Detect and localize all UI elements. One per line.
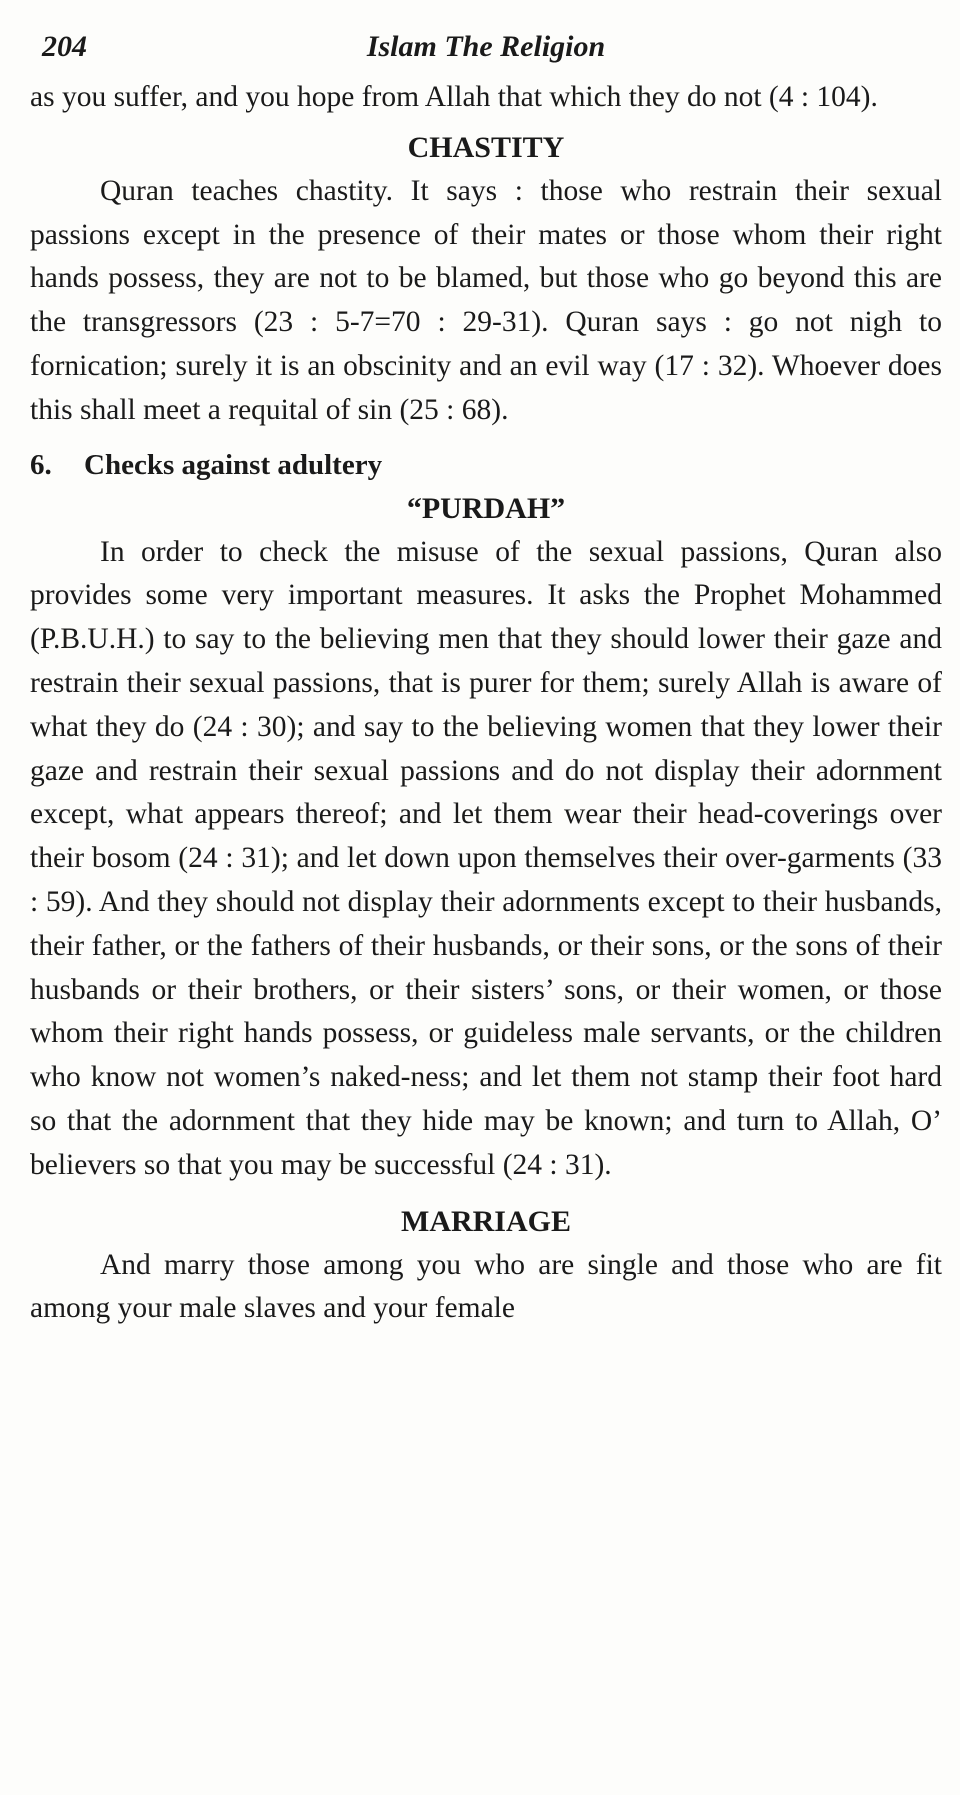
chastity-paragraph: Quran teaches chastity. It says : those who restrain their sexual passions except in the presence of their mates or those whom their right hands possess, they are not to be blamed, but those who go beyond this are the transgressors (23 : 5-7=70 : 29-31). Quran says : go not nigh to fornication; surely it is an obscinity and an evil way (17 : 32). Whoever does this shall meet a requital of sin (25 : 68). (30, 174, 942, 426)
page-number: 204 (42, 30, 87, 63)
marriage-paragraph: And marry those among you who are single and those who are fit among your male slaves and your female (30, 1248, 942, 1325)
chastity-heading: CHASTITY (407, 130, 565, 164)
intro-continuation-paragraph: as you suffer, and you hope from Allah that which they do not (4 : 104). (30, 81, 878, 113)
checks-against-adultery-heading (30, 443, 942, 487)
running-title: Islam The Religion (366, 30, 606, 63)
purdah-heading: “PURDAH” (406, 491, 566, 525)
section-number: 6. (30, 448, 52, 481)
purdah-paragraph: In order to check the misuse of the sexual passions, Quran also provides some very important measures. It asks the Prophet Mohammed (P.B.U.H.) to say to the believing men that they should lower their gaze and restrain their sexual passions, that is purer for them; surely Allah is aware of what they do (24 : 30); and say to the believing women that they lower their gaze and restrain their sexual passions and do not display their adornment except, what appears thereof; and let them wear their head-coverings over their bosom (24 : 31); and let down upon themselves their over-garments (33 : 59). And they should not display their adornments except to their husbands, their father, or the fathers of their husbands, or their sons, or the sons of their husbands or their brothers, or their sisters’ sons, or their women, or those whom their right hands possess, or guideless male servants, or the children who know not women’s naked-ness; and let them not stamp their foot hard so that the adornment that they hide may be known; and turn to Allah, O’ believers so that you may be successful (24 : 31). (30, 535, 942, 1181)
section-heading-text: Checks against adultery (84, 448, 383, 481)
page-header (30, 26, 942, 76)
marriage-heading: MARRIAGE (401, 1204, 571, 1238)
